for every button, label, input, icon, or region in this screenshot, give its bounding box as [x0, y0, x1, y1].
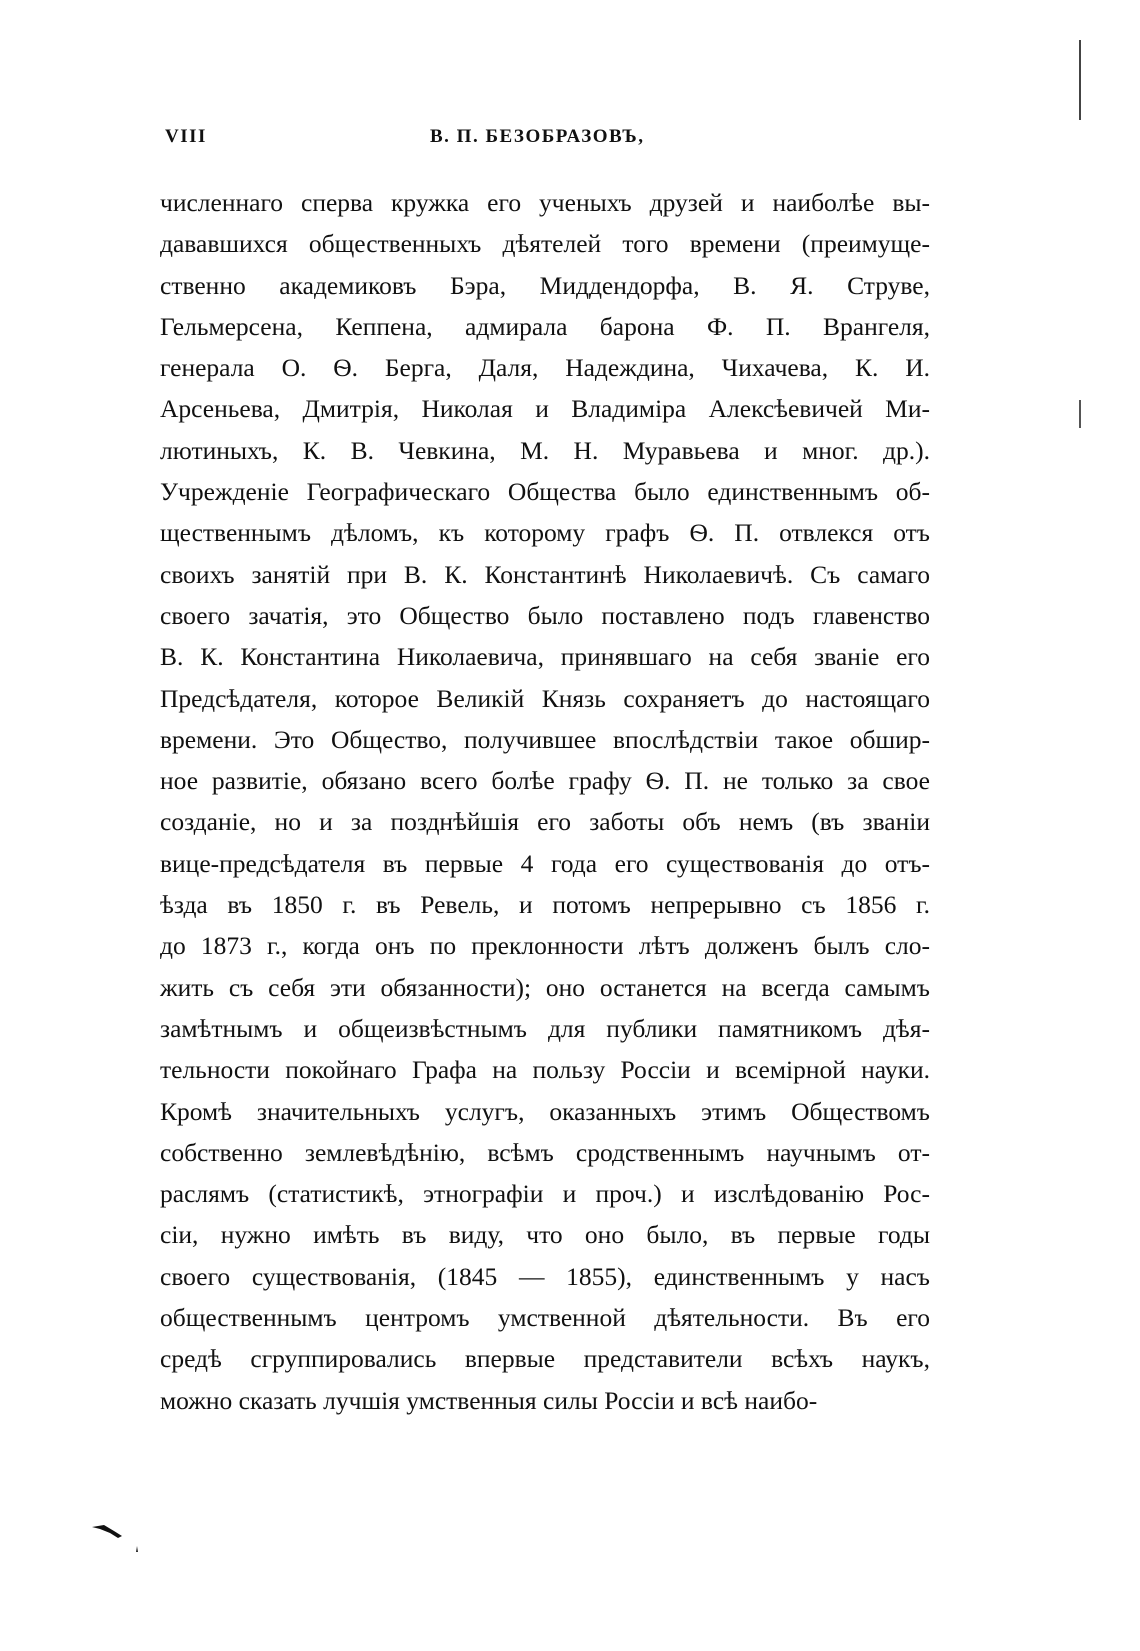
text-line: Арсеньева, Дмитрія, Николая и Владиміра Алексѣевичей Ми- [160, 394, 930, 424]
text-line: замѣтнымъ и общеизвѣстнымъ для публики памятникомъ дѣя- [160, 1013, 930, 1043]
text-line: до 1873 г., когда онъ по преклонности лѣтъ долженъ былъ сло- [160, 931, 930, 961]
text-line: времени. Это Общество, получившее впослѣдствіи такое обшир- [160, 724, 930, 754]
text-line: созданіе, но и за позднѣйшія его заботы объ немъ (въ званіи [160, 807, 930, 837]
text-line: щественнымъ дѣломъ, къ которому графъ Ѳ. П. отвлекся отъ [160, 518, 930, 548]
text-line: можно сказать лучшія умственныя силы Россіи и всѣ наибо- [160, 1385, 818, 1415]
text-line: раслямъ (статистикѣ, этнографіи и проч.) и изслѣдованію Рос- [160, 1179, 930, 1209]
running-title: В. П. БЕЗОБРАЗОВЪ, [430, 126, 645, 147]
text-line: общественнымъ центромъ умственной дѣятельности. Въ его [160, 1303, 930, 1333]
text-line: дававшихся общественныхъ дѣятелей того времени (преимуще- [160, 229, 930, 259]
text-line: вице-предсѣдателя въ первые 4 года его существованія до отъ- [160, 848, 930, 878]
text-line: ственно академиковъ Бэра, Миддендорфа, В. Я. Струве, [160, 270, 930, 300]
scan-edge-mark [1079, 400, 1081, 428]
text-line: своего зачатія, это Общество было поставлено подъ главенство [160, 600, 930, 630]
text-line: Предсѣдателя, которое Великій Князь сохраняетъ до настоящаго [160, 683, 930, 713]
text-line: В. К. Константина Николаевича, принявшаго на себя званіе его [160, 642, 930, 672]
text-line: своего существованія, (1845 — 1855), единственнымъ у насъ [160, 1261, 930, 1291]
text-line: Учрежденіе Географическаго Общества было единственнымъ об- [160, 477, 930, 507]
page-number: VIII [165, 126, 207, 147]
text-line: собственно землевѣдѣнію, всѣмъ сродственнымъ научнымъ от- [160, 1137, 930, 1167]
text-line: генерала О. Ѳ. Берга, Даля, Надеждина, Чихачева, К. И. [160, 353, 930, 383]
body-text [160, 182, 930, 1421]
text-line: Кромѣ значительныхъ услугъ, оказанныхъ этимъ Обществомъ [160, 1096, 930, 1126]
running-head [165, 126, 925, 156]
text-line: тельности покойнаго Графа на пользу Россіи и всемірной науки. [160, 1055, 930, 1085]
text-line: своихъ занятій при В. К. Константинѣ Николаевичѣ. Съ самаго [160, 559, 930, 589]
text-line: Гельмерсена, Кеппена, адмирала барона Ф. П. Врангеля, [160, 311, 930, 341]
scan-smudge-mark [92, 1522, 138, 1552]
text-line: ное развитіе, обязано всего болѣе графу Ѳ. П. не только за свое [160, 766, 930, 796]
text-line: численнаго сперва кружка его ученыхъ друзей и наиболѣе вы- [160, 188, 930, 217]
text-line: сіи, нужно имѣть въ виду, что оно было, въ первые годы [160, 1220, 930, 1250]
text-line: лютиныхъ, К. В. Чевкина, М. Н. Муравьева и мног. др.). [160, 435, 930, 465]
text-line: средѣ сгруппировались впервые представители всѣхъ наукъ, [160, 1344, 930, 1374]
scan-edge-rule [1079, 40, 1081, 120]
text-line: жить съ себя эти обязанности); оно останется на всегда самымъ [160, 972, 930, 1002]
text-line: ѣзда въ 1850 г. въ Ревель, и потомъ непрерывно съ 1856 г. [160, 890, 930, 920]
